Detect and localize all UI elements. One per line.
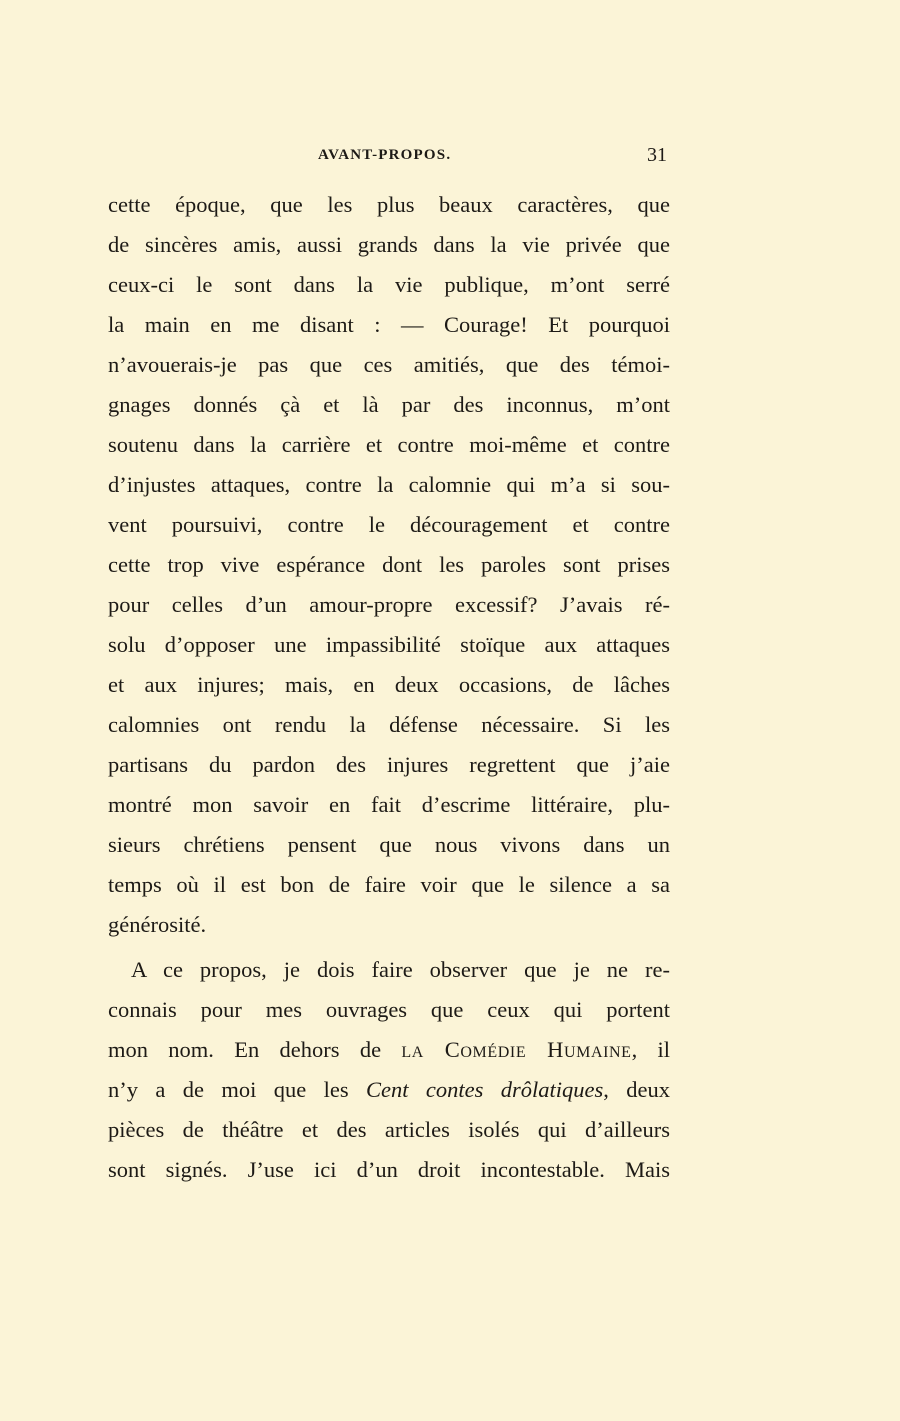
- text-line: A ce propos, je dois faire observer que je ne re-: [131, 957, 670, 982]
- text-line: vent poursuivi, contre le découragement et contre: [108, 512, 670, 537]
- text-segment: n’y a de moi que les: [108, 1077, 366, 1102]
- text-line: sieurs chrétiens pensent que nous vivons dans un: [108, 832, 670, 857]
- text-segment: , il: [631, 1037, 670, 1062]
- text-line: [108, 1075, 670, 1105]
- text-line: sont signés. J’use ici d’un droit incontestable. Mais: [108, 1157, 670, 1182]
- text-line: partisans du pardon des injures regrettent que j’aie: [108, 752, 670, 777]
- text-line: soutenu dans la carrière et contre moi-même et contre: [108, 432, 670, 457]
- text-line: temps où il est bon de faire voir que le silence a sa: [108, 872, 670, 897]
- text-line: n’avouerais-je pas que ces amitiés, que des témoi-: [108, 352, 670, 377]
- text-line: la main en me disant : — Courage! Et pourquoi: [108, 312, 670, 337]
- text-segment: , deux: [603, 1077, 670, 1102]
- small-caps-title: la Comédie Humaine: [401, 1037, 632, 1062]
- text-line: calomnies ont rendu la défense nécessaire. Si les: [108, 712, 670, 737]
- text-line: [108, 1035, 670, 1065]
- text-line: pour celles d’un amour-propre excessif? J’avais ré-: [108, 592, 670, 617]
- text-line: cette trop vive espérance dont les paroles sont prises: [108, 552, 670, 577]
- text-line: connais pour mes ouvrages que ceux qui portent: [108, 997, 670, 1022]
- text-segment: mon nom. En dehors de: [108, 1037, 402, 1062]
- text-line: solu d’opposer une impassibilité stoïque aux attaques: [108, 632, 670, 657]
- text-line: et aux injures; mais, en deux occasions, de lâches: [108, 672, 670, 697]
- text-line: cette époque, que les plus beaux caractères, que: [108, 192, 670, 217]
- running-head: [0, 144, 900, 171]
- text-line: d’injustes attaques, contre la calomnie qui m’a si sou-: [108, 472, 670, 497]
- text-line: montré mon savoir en fait d’escrime littéraire, plu-: [108, 792, 670, 817]
- text-line: ceux-ci le sont dans la vie publique, m’ont serré: [108, 272, 670, 297]
- text-line: gnages donnés çà et là par des inconnus, m’ont: [108, 392, 670, 417]
- text-line: générosité.: [108, 912, 207, 937]
- italic-title: Cent contes drôlatiques: [366, 1077, 604, 1102]
- running-head-title: AVANT-PROPOS.: [318, 147, 452, 163]
- page-number: 31: [647, 144, 667, 166]
- text-line: pièces de théâtre et des articles isolés qui d’ailleurs: [108, 1117, 670, 1142]
- text-line: de sincères amis, aussi grands dans la vie privée que: [108, 232, 670, 257]
